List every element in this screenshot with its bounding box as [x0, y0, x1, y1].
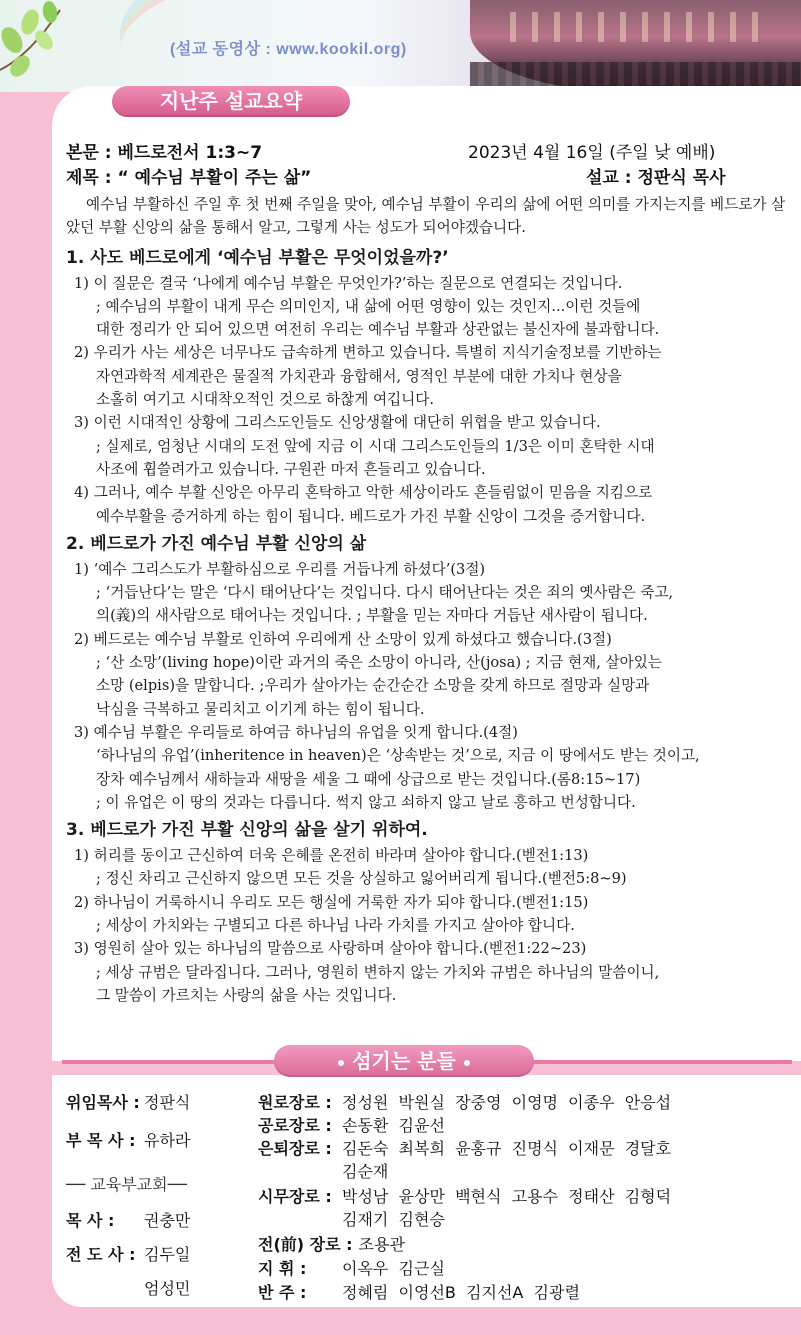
sermon-date: 2023년 4월 16일 (주일 낮 예배) — [468, 143, 716, 163]
point-detail: ; 이 유업은 이 땅의 것과는 다릅니다. 썩지 않고 쇠하지 않고 날로 흥하고 번성합니다. — [96, 793, 636, 811]
point-item: 3) 이런 시대적인 상황에 그리스도인들도 신앙생활에 대단히 위협을 받고 있습니다. — [74, 414, 601, 432]
pastor-row — [66, 1208, 190, 1231]
sermon-summary — [66, 193, 796, 1007]
point-detail: ; 세상 규범은 달라집니다. 그러나, 영원히 변하지 않는 가치와 규범은 하나님의 말씀이니, — [96, 963, 660, 981]
person-names: 김순재 — [342, 1162, 389, 1181]
point-detail: 대한 정리가 안 되어 있으면 여전히 우리는 예수님 부활과 상관없는 불신자에 불과합니다. — [96, 321, 660, 339]
point-item: 1) 이 질문은 결국 ‘나에게 예수님 부활은 무엇인가?’하는 질문으로 연결되는 것입니다. — [74, 274, 623, 292]
point-detail: 사조에 휩쓸려가고 있습니다. 구원관 마저 흔들리고 있습니다. — [96, 460, 486, 478]
staff-title-text: 섬기는 분들 — [352, 1049, 456, 1073]
evangelist-row — [66, 1242, 190, 1265]
person-names: 김돈숙 최복희 윤홍규 진명식 이재문 경달호 — [342, 1139, 672, 1158]
point-detail: 낙심을 극복하고 물리치고 이기게 하는 힘이 됩니다. — [96, 700, 425, 718]
elder-row — [258, 1159, 388, 1182]
dot-icon — [338, 1060, 344, 1066]
leaves-icon — [0, 0, 80, 90]
elder-row — [258, 1256, 445, 1279]
point-item: 2) 베드로는 예수님 부활로 인하여 우리에게 산 소망이 있게 하셨다고 했습니다.(3절) — [74, 630, 612, 648]
point-item: 2) 하나님이 거룩하시니 우리도 모든 행실에 거룩한 자가 되야 합니다.(벧전1:15) — [74, 893, 589, 911]
sermon-title: 제목 : “ 예수님 부활이 주는 삶” — [66, 168, 312, 188]
person-names: 김재기 김현승 — [342, 1210, 445, 1229]
person-name: 김두일 — [144, 1245, 191, 1264]
role-label: 공로장로 : — [258, 1116, 332, 1135]
point-detail: 예수부활을 증거하게 하는 힘이 됩니다. 베드로가 가진 부활 신앙이 그것을 증거합니다. — [96, 507, 646, 525]
senior-pastor-row — [66, 1090, 190, 1113]
point-detail: ; ‘산 소망’(living hope)이란 과거의 죽은 소망이 아니라, 산(josa) ; 지금 현재, 살아있는 — [96, 654, 662, 672]
point-detail: 자연과학적 세계관은 물질적 가치관과 융합해서, 영적인 부분에 대한 가치나 현상을 — [96, 367, 622, 385]
point-item: 4) 그러나, 예수 부활 신앙은 아무리 혼탁하고 악한 세상이라도 흔들림없이 믿음을 지킴으로 — [74, 484, 653, 502]
elder-row — [258, 1113, 445, 1136]
role-label: 전(前) 장로 : — [258, 1235, 353, 1254]
role-label: 위임목사 : — [66, 1093, 140, 1112]
evangelist-row-2 — [144, 1276, 190, 1299]
person-names: 손동환 김윤선 — [342, 1116, 445, 1135]
education-divider: ── 교육부교회── — [66, 1175, 187, 1194]
point-detail: 장차 예수님께서 새하늘과 새땅을 세울 그 때에 상급으로 받는 것입니다.(롬8:15~17) — [96, 770, 641, 788]
elder-row — [258, 1090, 671, 1113]
point-detail: ; 세상이 가치와는 구별되고 다른 하나님 나라 가치를 가지고 살아야 합니다. — [96, 917, 575, 935]
person-names: 정혜림 이영선B 김지선A 김광렬 — [342, 1283, 580, 1302]
person-name: 유하라 — [144, 1131, 191, 1150]
role-label: 부 목 사 : — [66, 1131, 136, 1150]
role-label: 반 주 : — [258, 1283, 307, 1302]
summary-section-title: 지난주 설교요약 — [112, 86, 350, 117]
point-item: 2) 우리가 사는 세상은 너무나도 급속하게 변하고 있습니다. 특별히 지식기술정보를 기반하는 — [74, 344, 662, 362]
point-detail: 소홀히 여기고 시대착오적인 것으로 하찮게 여깁니다. — [96, 391, 434, 409]
point-detail: 소망 (elpis)을 말합니다. ;우리가 살아가는 순간순간 소망을 갖게 하므로 절망과 실망과 — [96, 677, 650, 695]
person-name: 권충만 — [144, 1211, 191, 1230]
person-name: 엄성민 — [144, 1279, 191, 1298]
elder-row — [258, 1184, 671, 1207]
role-label: 시무장로 : — [258, 1187, 332, 1206]
point-item: 3) 예수님 부활은 우리들로 하여금 하나님의 유업을 잇게 합니다.(4절) — [74, 723, 518, 741]
dot-icon — [464, 1060, 470, 1066]
person-names: 정성원 박원실 장중영 이영명 이종우 안응섭 — [342, 1093, 672, 1112]
role-label: 지 휘 : — [258, 1259, 307, 1278]
point-detail: ; 예수님의 부활이 내게 무슨 의미인지, 내 삶에 어떤 영향이 있는 것인지...이런 것들에 — [96, 297, 641, 315]
point-item: 1) 허리를 동이고 근신하여 더욱 은혜를 온전히 바라며 살아야 합니다.(벧전1:13) — [74, 847, 589, 865]
point-detail: ‘하나님의 유업’(inheritence in heaven)은 ‘상속받는 것’으로, 지금 이 땅에서도 받는 것이고, — [96, 747, 700, 765]
section-heading: 1. 사도 베드로에게 ‘예수님 부활은 무엇이었을까?’ — [66, 247, 449, 268]
point-detail: 그 말씀이 가르치는 사랑의 삶을 사는 것입니다. — [96, 986, 397, 1004]
section-heading: 3. 베드로가 가진 부활 신앙의 삶을 살기 위하여. — [66, 820, 428, 841]
role-label: 목 사 : — [66, 1211, 115, 1230]
stage-lights — [510, 12, 770, 42]
role-label: 원로장로 : — [258, 1093, 332, 1112]
elder-row — [258, 1207, 445, 1230]
staff-section-title — [274, 1045, 534, 1077]
person-name: 정판식 — [144, 1093, 191, 1112]
elder-row — [258, 1136, 671, 1159]
person-names: 조용관 — [358, 1235, 405, 1254]
preacher: 설교 : 정판식 목사 — [586, 168, 726, 188]
intro-paragraph: 예수님 부활하신 주일 후 첫 번째 주일을 맞아, 예수님 부활이 우리의 삶에 어떤 의미를 가지는지를 베드로가 살았던 부활 신앙의 삶을 통해서 알고, 그렇게 사는 성도가 되어야겠습니다. — [66, 196, 786, 237]
associate-pastor-row — [66, 1128, 190, 1151]
section-heading: 2. 베드로가 가진 예수님 부활 신앙의 삶 — [66, 533, 367, 554]
role-label: 전 도 사 : — [66, 1245, 136, 1264]
scripture-reference: 본문 : 베드로전서 1:3~7 — [66, 143, 263, 163]
worship-photo — [470, 0, 801, 92]
point-detail: 의(義)의 새사람으로 태어나는 것입니다. ; 부활을 믿는 자마다 거듭난 새사람이 됩니다. — [96, 607, 648, 625]
point-detail: ; 정신 차리고 근신하지 않으면 모든 것을 상실하고 잃어버리게 됩니다.(벧전5:8~9) — [96, 870, 627, 888]
point-item: 3) 영원히 살아 있는 하나님의 말씀으로 사랑하며 살아야 합니다.(벧전1:22~23) — [74, 940, 587, 958]
video-link[interactable]: (설교 동영상 : www.kookil.org) — [170, 41, 407, 58]
elder-row — [258, 1232, 405, 1255]
elder-row — [258, 1280, 580, 1303]
point-item: 1) ‘예수 그리스도가 부활하심으로 우리를 거듭나게 하셨다’(3절) — [74, 560, 486, 578]
point-detail: ; 실제로, 엄청난 시대의 도전 앞에 지금 이 시대 그리스도인들의 1/3은 이미 혼탁한 시대 — [96, 437, 655, 455]
header-banner — [0, 0, 801, 92]
point-detail: ; ‘거듭난다’는 말은 ‘다시 태어난다’는 것입니다. 다시 태어난다는 것은 죄의 옛사람은 죽고, — [96, 584, 674, 602]
role-label: 은퇴장로 : — [258, 1139, 332, 1158]
person-names: 박성남 윤상만 백현식 고용수 정태산 김형덕 — [342, 1187, 672, 1206]
person-names: 이옥우 김근실 — [342, 1259, 445, 1278]
